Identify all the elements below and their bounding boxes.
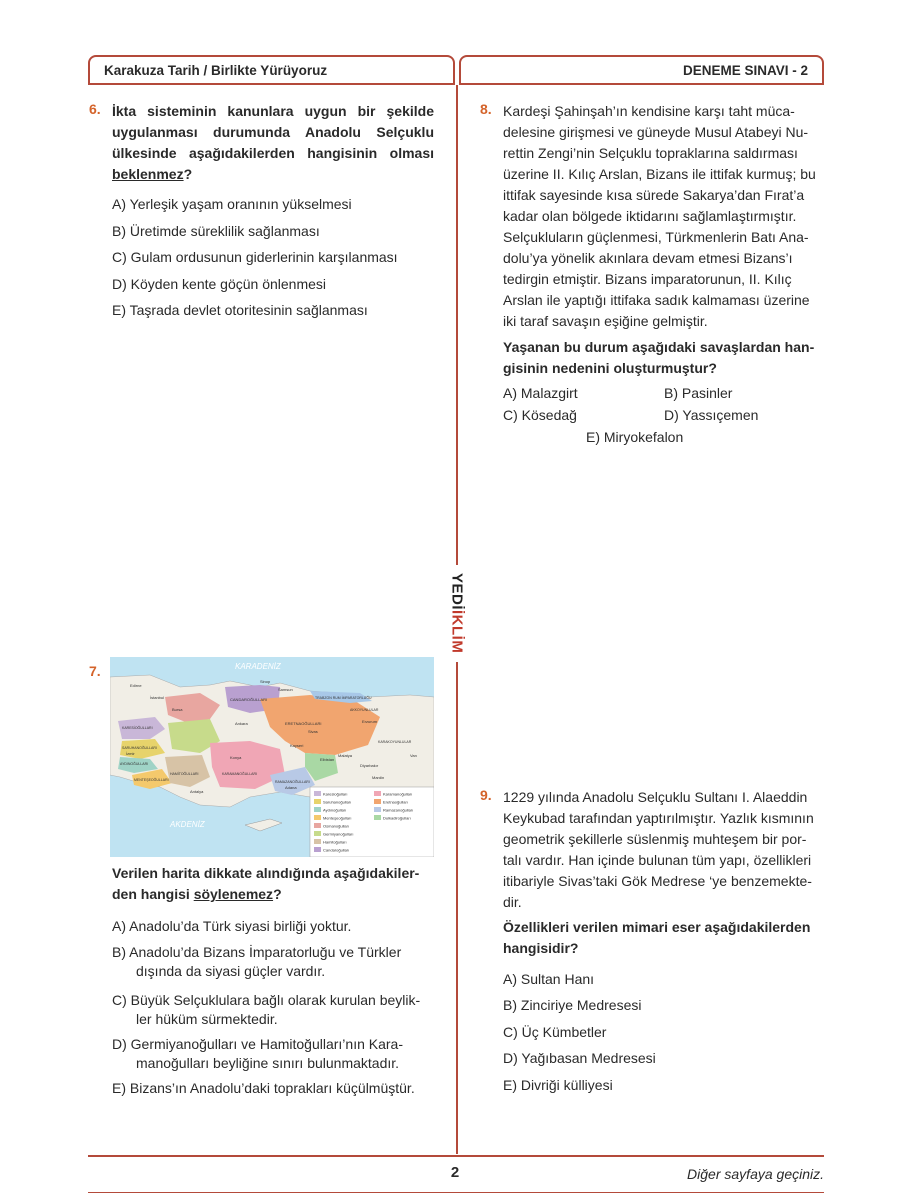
q7-number: 7.	[89, 663, 101, 679]
legend-swatch	[374, 791, 381, 796]
q8-passage-line: Kardeşi Şahinşah’ın kendisine karşı taht müca-	[503, 103, 795, 119]
q8-option-c[interactable]: C) Kösedağ	[503, 407, 577, 423]
footer-rule-bottom	[88, 1192, 824, 1193]
q6-stem-tail: ?	[183, 166, 193, 182]
column-divider-top	[456, 85, 458, 565]
q9-passage-line: talı vardır. Han içinde bulunan tüm yapı, özellikleri	[503, 852, 812, 868]
legend-swatch	[314, 807, 321, 812]
q7-option-b[interactable]	[112, 943, 437, 981]
q8-passage-line: ittifak sayesinde kısa sürede Sakarya’dan Fırat’a	[503, 187, 805, 203]
q6-option-d[interactable]: D) Köyden kente göçün önlenmesi	[112, 276, 327, 292]
legend-swatch	[314, 831, 321, 836]
map-sea-black: KARADENİZ	[235, 662, 281, 671]
q8-passage-line: rettin Zengi’nin Selçuklu topraklarına saldırması	[503, 145, 798, 161]
legend-label: Germiyanoğulları	[323, 831, 354, 837]
q7-map	[110, 657, 434, 857]
map-label-mentese: MENTEŞEOĞULLARI	[134, 778, 169, 782]
map-label-elbistan: Elbistan	[320, 757, 335, 762]
q6-number: 6.	[89, 101, 101, 117]
q8-question-line: Yaşanan bu durum aşağıdaki savaşlardan han-	[503, 339, 815, 355]
q9-passage-line: Keykubad tarafından yaptırılmıştır. Yazlık kısmının	[503, 810, 814, 826]
q7-option-e[interactable]	[112, 1079, 437, 1098]
map-label-karakoyunlu: KARAKOYUNLULAR	[378, 740, 412, 744]
q9-number: 9.	[480, 787, 492, 803]
legend-swatch	[314, 839, 321, 844]
q9-passage-line: 1229 yılında Anadolu Selçuklu Sultanı I. Alaeddin	[503, 789, 808, 805]
legend-label: Ramazanoğulları	[383, 807, 414, 813]
map-label-karaman: KARAMANOĞULLARI	[222, 772, 258, 776]
map-label-malatya: Malatya	[338, 753, 353, 758]
map-label-akkoyunlu: AKKOYUNLULAR	[350, 708, 379, 712]
q7-option-c[interactable]	[112, 991, 437, 1029]
map-label-aydin: AYDINOĞULLARI	[120, 762, 149, 766]
map-label-diyarbakir: Diyarbakır	[360, 763, 379, 768]
q9-question-line: hangisidir?	[503, 940, 579, 956]
q9-question	[503, 917, 825, 959]
legend-label: Hamitoğulları	[323, 839, 347, 845]
q8-question-line: gisinin nedenini oluşturmuştur?	[503, 360, 717, 376]
legend-swatch	[374, 807, 381, 812]
q7-option-b-line: dışında da siyasi güçler vardır.	[136, 963, 326, 979]
q7-stem-pre: den hangisi	[112, 886, 194, 902]
legend-label: Karamanoğulları	[383, 791, 413, 797]
footer-rule	[88, 1155, 824, 1157]
q7-option-d-line: manoğulları beyliğine sınırı bulunmaktadır.	[136, 1055, 400, 1071]
brand-part2: İKLİM	[448, 609, 466, 654]
map-label-karesi: KARESİOĞULLARI	[122, 726, 153, 730]
q8-passage-line: Arslan ile yaptığı ittifaka sadık kalmaması üzerine	[503, 292, 810, 308]
legend-label: Menteşeoğulları	[323, 815, 352, 821]
q9-option-b[interactable]: B) Zinciriye Medresesi	[503, 997, 642, 1013]
header-right-title: DENEME SINAVI - 2	[459, 55, 824, 85]
q9-option-e[interactable]: E) Divriği külliyesi	[503, 1077, 613, 1093]
q8-passage-line: kadar olan bölgede iktidarını sağlamlaştırmıştır.	[503, 208, 797, 224]
q7-option-a-line: A) Anadolu’da Türk siyasi birliği yoktur.	[112, 918, 352, 934]
map-label-samsun: Samsun	[278, 687, 293, 692]
header-left-title: Karakuza Tarih / Birlikte Yürüyoruz	[88, 55, 455, 85]
q8-option-a[interactable]: A) Malazgirt	[503, 385, 578, 401]
q7-stem	[112, 863, 437, 905]
q8-option-b[interactable]: B) Pasinler	[664, 385, 733, 401]
q7-stem-line1: Verilen harita dikkate alındığında aşağıdakiler-	[112, 865, 420, 881]
q8-number: 8.	[480, 101, 492, 117]
column-divider-bottom	[456, 662, 458, 1154]
map-label-van: Van	[410, 753, 417, 758]
map-label-bursa: Bursa	[172, 707, 183, 712]
q8-option-d[interactable]: D) Yassıçemen	[664, 407, 759, 423]
q6-option-c[interactable]: C) Gulam ordusunun giderlerinin karşılanması	[112, 249, 398, 265]
q9-passage-line: dir.	[503, 894, 522, 910]
q7-stem-post: ?	[273, 886, 282, 902]
map-label-konya: Konya	[230, 755, 242, 760]
legend-swatch	[314, 815, 321, 820]
legend-label: Osmanoğulları	[323, 823, 350, 829]
q6-stem-line: ülkesinde aşağıdakilerden hangisinin olması	[112, 145, 434, 161]
map-label-edirne: Edirne	[130, 683, 142, 688]
q6-option-e[interactable]: E) Taşrada devlet otoritesinin sağlanması	[112, 302, 368, 318]
q9-question-line: Özellikleri verilen mimari eser aşağıdakilerden	[503, 919, 811, 935]
q8-passage-line: üzerine II. Kılıç Arslan, Bizans ile ittifak kurmuş; bu	[503, 166, 816, 182]
q7-stem-keyword: söylenemez	[193, 886, 274, 902]
q7-option-d[interactable]	[112, 1035, 437, 1073]
map-label-candar: CANDAROĞULLARI	[230, 697, 268, 702]
q9-passage-line: itibariyle Sivas’taki Gök Medrese ‘ye benzemekte-	[503, 873, 812, 889]
map-label-mardin: Mardin	[372, 775, 385, 780]
page-number: 2	[450, 1164, 460, 1181]
map-legend	[310, 787, 434, 857]
map-sea-med: AKDENİZ	[170, 820, 205, 829]
q7-option-e-line: E) Bizans’ın Anadolu’daki toprakları küçülmüştür.	[112, 1080, 415, 1096]
q8-passage-line: tedirgin etmiştir. Bizans imparatorunun, II. Kılıç	[503, 271, 792, 287]
legend-label: Candaroğulları	[323, 847, 350, 853]
q9-option-d[interactable]: D) Yağıbasan Medresesi	[503, 1050, 656, 1066]
legend-swatch	[374, 799, 381, 804]
q8-passage	[503, 101, 825, 332]
map-label-eretna: ERETNAOĞULLARI	[285, 721, 322, 726]
map-label-hamit: HAMİTOĞULLARI	[170, 772, 199, 776]
q6-option-b[interactable]: B) Üretimde süreklilik sağlanması	[112, 223, 320, 239]
legend-swatch	[314, 823, 321, 828]
map-label-istanbul: İstanbul	[150, 695, 165, 700]
q7-option-c-line: ler hüküm sürmektedir.	[136, 1011, 278, 1027]
q6-stem-line: uygulanması durumunda Anadolu Selçuklu	[112, 124, 434, 140]
map-label-ramazan: RAMAZANOĞULLARI	[275, 780, 310, 784]
map-label-izmir: İzmir	[126, 751, 135, 756]
legend-swatch	[314, 799, 321, 804]
q8-option-e[interactable]: E) Miryokefalon	[586, 429, 684, 445]
q8-question	[503, 337, 825, 379]
map-label-trabzon: TRABZON RUM İMPARATORLUĞU	[315, 696, 372, 700]
map-label-sinop: Sinop	[260, 679, 271, 684]
q8-passage-line: delesine girişmesi ve güneyde Musul Atabeyi Nu-	[503, 124, 809, 140]
map-label-saruhan: SARUHANOĞULLARI	[122, 746, 157, 750]
q9-passage	[503, 787, 825, 913]
legend-label: Saruhanoğulları	[323, 799, 352, 805]
legend-label: Eretnaoğulları	[383, 799, 408, 805]
q6-stem	[112, 101, 434, 185]
legend-label: Dulkadiroğulları	[383, 815, 411, 821]
map-label-ankara: Ankara	[235, 721, 248, 726]
q6-stem-keyword: beklenmez	[112, 166, 184, 182]
q7-option-d-line: D) Germiyanoğulları ve Hamitoğulları’nın Kara-	[112, 1036, 403, 1052]
q7-option-b-line: B) Anadolu’da Bizans İmparatorluğu ve Türkler	[112, 944, 402, 960]
q8-passage-line: dolu’ya yönelik akınlara devam etmesi Bizans’ı	[503, 250, 793, 266]
legend-label: Aydınoğulları	[323, 807, 347, 813]
q6-option-a[interactable]: A) Yerleşik yaşam oranının yükselmesi	[112, 196, 352, 212]
map-label-adana: Adana	[285, 785, 297, 790]
map-label-antalya: Antalya	[190, 789, 204, 794]
q9-option-a[interactable]: A) Sultan Hanı	[503, 971, 595, 987]
legend-swatch	[374, 815, 381, 820]
map-label-erzurum: Erzurum	[362, 719, 378, 724]
brand-part1: YEDİ	[448, 572, 466, 610]
q7-option-c-line: C) Büyük Selçuklulara bağlı olarak kurulan beylik-	[112, 992, 421, 1008]
map-label-kayseri: Kayseri	[290, 743, 304, 748]
q7-option-a[interactable]	[112, 917, 437, 936]
next-page-note: Diğer sayfaya geçiniz.	[687, 1166, 824, 1182]
legend-swatch	[314, 791, 321, 796]
q8-passage-line: iki taraf savaşın eşiğine gelmiştir.	[503, 313, 708, 329]
brand-logo	[446, 568, 468, 658]
q6-stem-line: İkta sisteminin kanunlara uygun bir şekilde	[112, 103, 434, 119]
map-label-sivas: Sivas	[308, 729, 318, 734]
legend-swatch	[314, 847, 321, 852]
q9-option-c[interactable]: C) Üç Kümbetler	[503, 1024, 607, 1040]
q8-passage-line: Selçukluların güçlenmesi, Türkmenlerin Batı Ana-	[503, 229, 809, 245]
q9-passage-line: geometrik şekillerle süslenmiş muhteşem bir por-	[503, 831, 807, 847]
legend-label: Karesioğulları	[323, 791, 348, 797]
